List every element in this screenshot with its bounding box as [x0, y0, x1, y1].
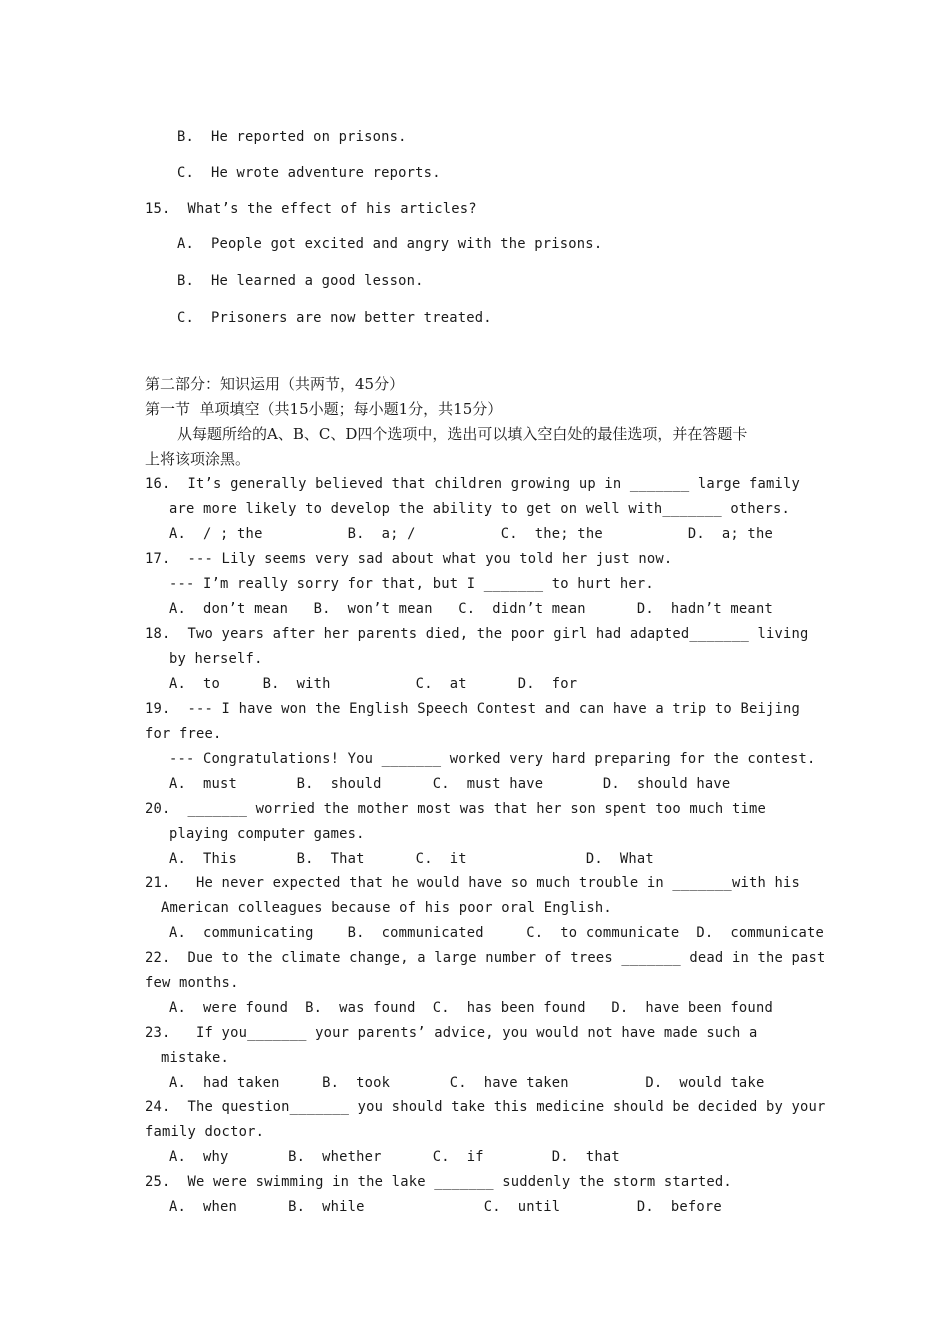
q23-line2: mistake.: [161, 1050, 230, 1066]
q20-line1: 20. _______ worried the mother most was that her son spent too much time: [145, 801, 766, 817]
instruction-line1: 从每题所给的A、B、C、D四个选项中，选出可以填入空白处的最佳选项，并在答题卡: [177, 425, 748, 443]
q20-options: A. This B. That C. it D. What: [169, 851, 654, 867]
q14-option-c: C. He wrote adventure reports.: [177, 165, 441, 181]
instruction-line2: 上将该项涂黑。: [145, 450, 251, 468]
q19-line1: 19. --- I have won the English Speech Contest and can have a trip to Beijing: [145, 701, 800, 717]
q23-options: A. had taken B. took C. have taken D. would take: [169, 1075, 765, 1091]
q18-options: A. to B. with C. at D. for: [169, 676, 578, 692]
q18-line2: by herself.: [169, 651, 263, 667]
q25-line1: 25. We were swimming in the lake _______ suddenly the storm started.: [145, 1174, 732, 1190]
q17-line2: --- I’m really sorry for that, but I _______ to hurt her.: [169, 576, 654, 592]
q21-options: A. communicating B. communicated C. to communicate D. communicate: [169, 925, 824, 941]
q17-options: A. don’t mean B. won’t mean C. didn’t mean D. hadn’t meant: [169, 601, 773, 617]
q25-options: A. when B. while C. until D. before: [169, 1199, 722, 1215]
q22-options: A. were found B. was found C. has been found D. have been found: [169, 1000, 773, 1016]
q19-line2: for free.: [145, 726, 222, 742]
q19-line3: --- Congratulations! You _______ worked very hard preparing for the contest.: [169, 751, 816, 767]
q14-option-b: B. He reported on prisons.: [177, 129, 407, 145]
q17-line1: 17. --- Lily seems very sad about what you told her just now.: [145, 551, 673, 567]
q20-line2: playing computer games.: [169, 826, 365, 842]
q15-option-a: A. People got excited and angry with the prisons.: [177, 236, 603, 252]
q24-options: A. why B. whether C. if D. that: [169, 1149, 620, 1165]
q15-option-c: C. Prisoners are now better treated.: [177, 310, 492, 326]
q15-option-b: B. He learned a good lesson.: [177, 273, 424, 289]
q16-line2: are more likely to develop the ability to get on well with_______ others.: [169, 501, 790, 517]
q16-options: A. / ; the B. a; / C. the; the D. a; the: [169, 526, 773, 542]
q16-line1: 16. It’s generally believed that children growing up in _______ large family: [145, 476, 800, 492]
q22-line1: 22. Due to the climate change, a large number of trees _______ dead in the past: [145, 950, 826, 966]
q23-line1: 23. If you_______ your parents’ advice, you would not have made such a: [145, 1025, 758, 1041]
q24-line2: family doctor.: [145, 1124, 265, 1140]
q18-line1: 18. Two years after her parents died, the poor girl had adapted_______ living: [145, 626, 809, 642]
q19-options: A. must B. should C. must have D. should have: [169, 776, 731, 792]
part2-title: 第二部分：知识运用（共两节，45分）: [145, 375, 405, 393]
q15-stem: 15. What’s the effect of his articles?: [145, 201, 477, 217]
q24-line1: 24. The question_______ you should take this medicine should be decided by your: [145, 1099, 826, 1115]
q21-line1: 21. He never expected that he would have so much trouble in _______with his: [145, 875, 800, 891]
q21-line2: American colleagues because of his poor oral English.: [161, 900, 612, 916]
q22-line2: few months.: [145, 975, 239, 991]
section1-title: 第一节 单项填空（共15小题；每小题1分，共15分）: [145, 400, 503, 418]
